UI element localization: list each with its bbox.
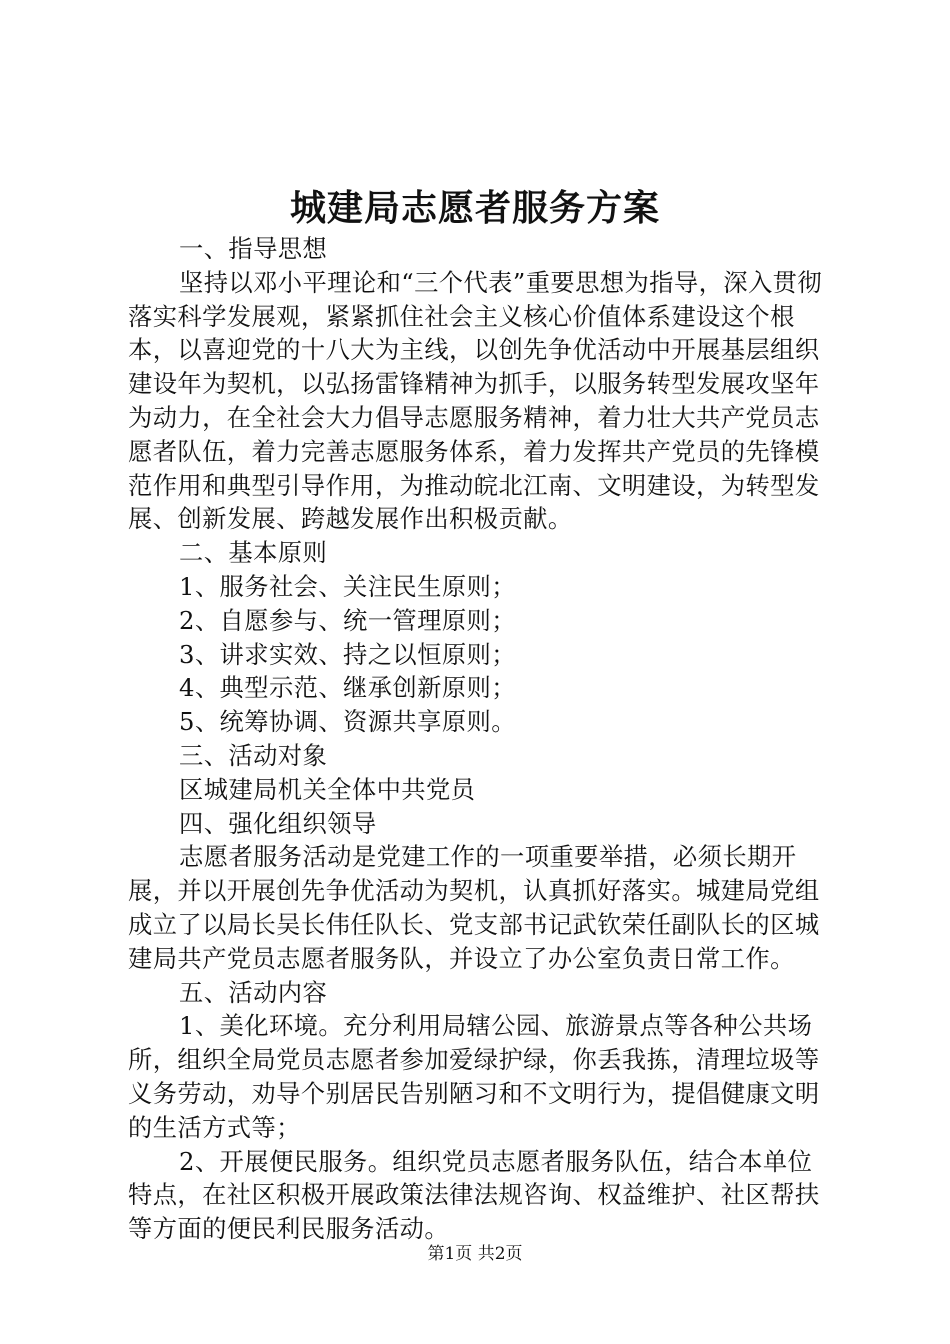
document-body	[128, 232, 828, 1246]
body-paragraph: 志愿者服务活动是党建工作的一项重要举措，必须长期开展，并以开展创先争优活动为契机，认真抓好落实。城建局党组成立了以局长吴长伟任队长、党支部书记武钦荣任副队长的区城建局共产党员志愿者服务队，并设立了办公室负责日常工作。	[128, 842, 820, 973]
section-heading-guiding-thought: 一、指导思想	[179, 234, 328, 263]
body-paragraph: 区城建局机关全体中共党员	[179, 774, 476, 804]
document-title: 城建局志愿者服务方案	[289, 188, 660, 229]
section-heading-basic-principles: 二、基本原则	[179, 538, 328, 568]
list-item: 4、典型示范、继承创新原则；	[179, 673, 516, 703]
list-item: 3、讲求实效、持之以恒原则；	[179, 639, 516, 669]
list-item: 2、自愿参与、统一管理原则；	[179, 605, 516, 635]
page-number-footer: 第1页 共2页	[427, 1244, 523, 1264]
body-paragraph: 1、美化环境。充分利用局辖公园、旅游景点等各种公共场所，组织全局党员志愿者参加爱绿护绿，你丢我拣，清理垃圾等义务劳动，劝导个别居民告别陋习和不文明行为，提倡健康文明的生活方式等；	[128, 1011, 820, 1142]
section-heading-organization-leadership: 四、强化组织领导	[179, 808, 377, 838]
body-paragraph: 坚持以邓小平理论和“三个代表”重要思想为指导，深入贯彻落实科学发展观，紧紧抓住社会主义核心价值体系建设这个根本，以喜迎党的十八大为主线，以创先争优活动中开展基层组织建设年为契机，以弘扬雷锋精神为抓手，以服务转型发展攻坚年为动力，在全社会大力倡导志愿服务精神，着力壮大共产党员志愿者队伍，着力完善志愿服务体系，着力发挥共产党员的先锋模范作用和典型引导作用，为推动皖北江南、文明建设，为转型发展、创新发展、跨越发展作出积极贡献。	[128, 267, 823, 534]
body-paragraph: 2、开展便民服务。组织党员志愿者服务队伍，结合本单位特点，在社区积极开展政策法律法规咨询、权益维护、社区帮扶等方面的便民利民服务活动。	[128, 1146, 820, 1244]
list-item: 5、统筹协调、资源共享原则。	[179, 707, 516, 737]
list-item: 1、服务社会、关注民生原则；	[179, 571, 516, 601]
section-heading-activity-content: 五、活动内容	[179, 977, 328, 1007]
section-heading-activity-targets: 三、活动对象	[179, 740, 328, 770]
